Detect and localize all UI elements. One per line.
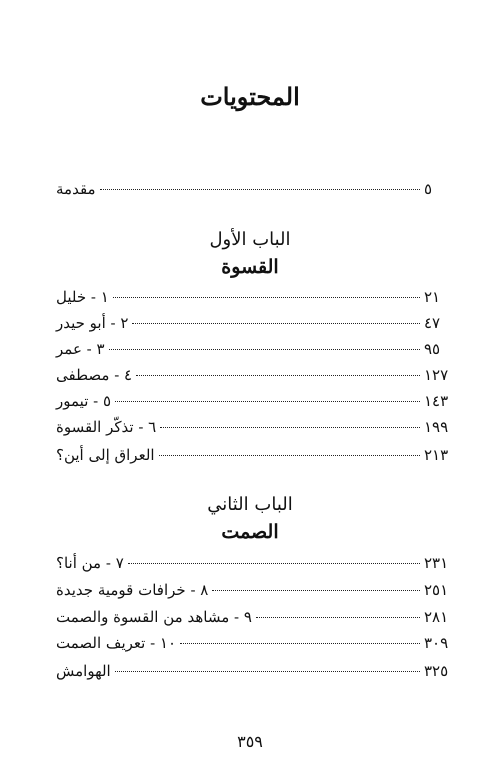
toc-entry-label: ٧ - من أنا؟ [56, 554, 124, 572]
page-title: المحتويات [200, 82, 300, 111]
toc-entry-page: ٩٥ [424, 340, 441, 358]
toc-entry[interactable] [52, 581, 464, 603]
part1-subtitle: القسوة [221, 256, 279, 278]
part2-heading: الباب الثاني [207, 494, 293, 515]
toc-entry-label: العراق إلى أين؟ [56, 446, 155, 464]
toc-entry[interactable] [52, 554, 464, 576]
toc-entry-page: ٤٧ [424, 314, 441, 332]
toc-entry-page: ٢٨١ [424, 608, 449, 626]
dotted-leader [256, 616, 420, 618]
part1-heading: الباب الأول [209, 229, 291, 250]
toc-entry-label: ٣ - عمر [56, 340, 105, 358]
dotted-leader [132, 322, 420, 324]
toc-entry-page: ٣٢٥ [424, 662, 449, 680]
toc-entry-label: مقدمة [56, 180, 96, 198]
toc-entry[interactable] [52, 608, 464, 630]
toc-entry-intro[interactable] [52, 180, 464, 202]
page-number: ٣٥٩ [237, 732, 263, 751]
dotted-leader [109, 348, 420, 350]
dotted-leader [136, 374, 420, 376]
part2-subtitle: الصمت [221, 521, 279, 543]
toc-entry[interactable] [52, 288, 464, 310]
toc-entry-label: ٩ - مشاهد من القسوة والصمت [56, 608, 252, 626]
toc-entry-label: ٨ - خرافات قومية جديدة [56, 581, 209, 599]
dotted-leader [159, 454, 420, 456]
dotted-leader [115, 670, 420, 672]
toc-entry-label: ٦ - تذكّر القسوة [56, 418, 157, 436]
dotted-leader [128, 562, 420, 564]
toc-entry-page: ١٢٧ [424, 366, 449, 384]
toc-entry-label: ٥ - تيمور [56, 392, 112, 410]
toc-entry-page: ٢١٣ [424, 446, 449, 464]
toc-entry[interactable] [52, 446, 464, 468]
toc-entry-page: ٢٣١ [424, 554, 449, 572]
toc-entry-label: ١٠ - تعريف الصمت [56, 634, 177, 652]
toc-entry-page: ٥ [424, 180, 433, 198]
toc-entry[interactable] [52, 392, 464, 414]
toc-entry-page: ١٩٩ [424, 418, 449, 436]
toc-entry[interactable] [52, 662, 464, 684]
dotted-leader [113, 296, 420, 298]
toc-entry[interactable] [52, 340, 464, 362]
toc-entry-label: الهوامش [56, 662, 111, 680]
dotted-leader [160, 426, 420, 428]
toc-entry-label: ٤ - مصطفى [56, 366, 133, 384]
toc-entry[interactable] [52, 314, 464, 336]
dotted-leader [212, 589, 420, 591]
toc-entry-label: ٢ - أبو حيدر [56, 314, 129, 332]
toc-entry-page: ٢٥١ [424, 581, 449, 599]
toc-entry[interactable] [52, 634, 464, 656]
dotted-leader [100, 188, 420, 190]
toc-entry-label: ١ - خليل [56, 288, 109, 306]
toc-entry-page: ٢١ [424, 288, 441, 306]
dotted-leader [180, 642, 420, 644]
toc-entry[interactable] [52, 418, 464, 440]
dotted-leader [115, 400, 420, 402]
toc-entry[interactable] [52, 366, 464, 388]
toc-entry-page: ١٤٣ [424, 392, 449, 410]
toc-entry-page: ٣٠٩ [424, 634, 449, 652]
